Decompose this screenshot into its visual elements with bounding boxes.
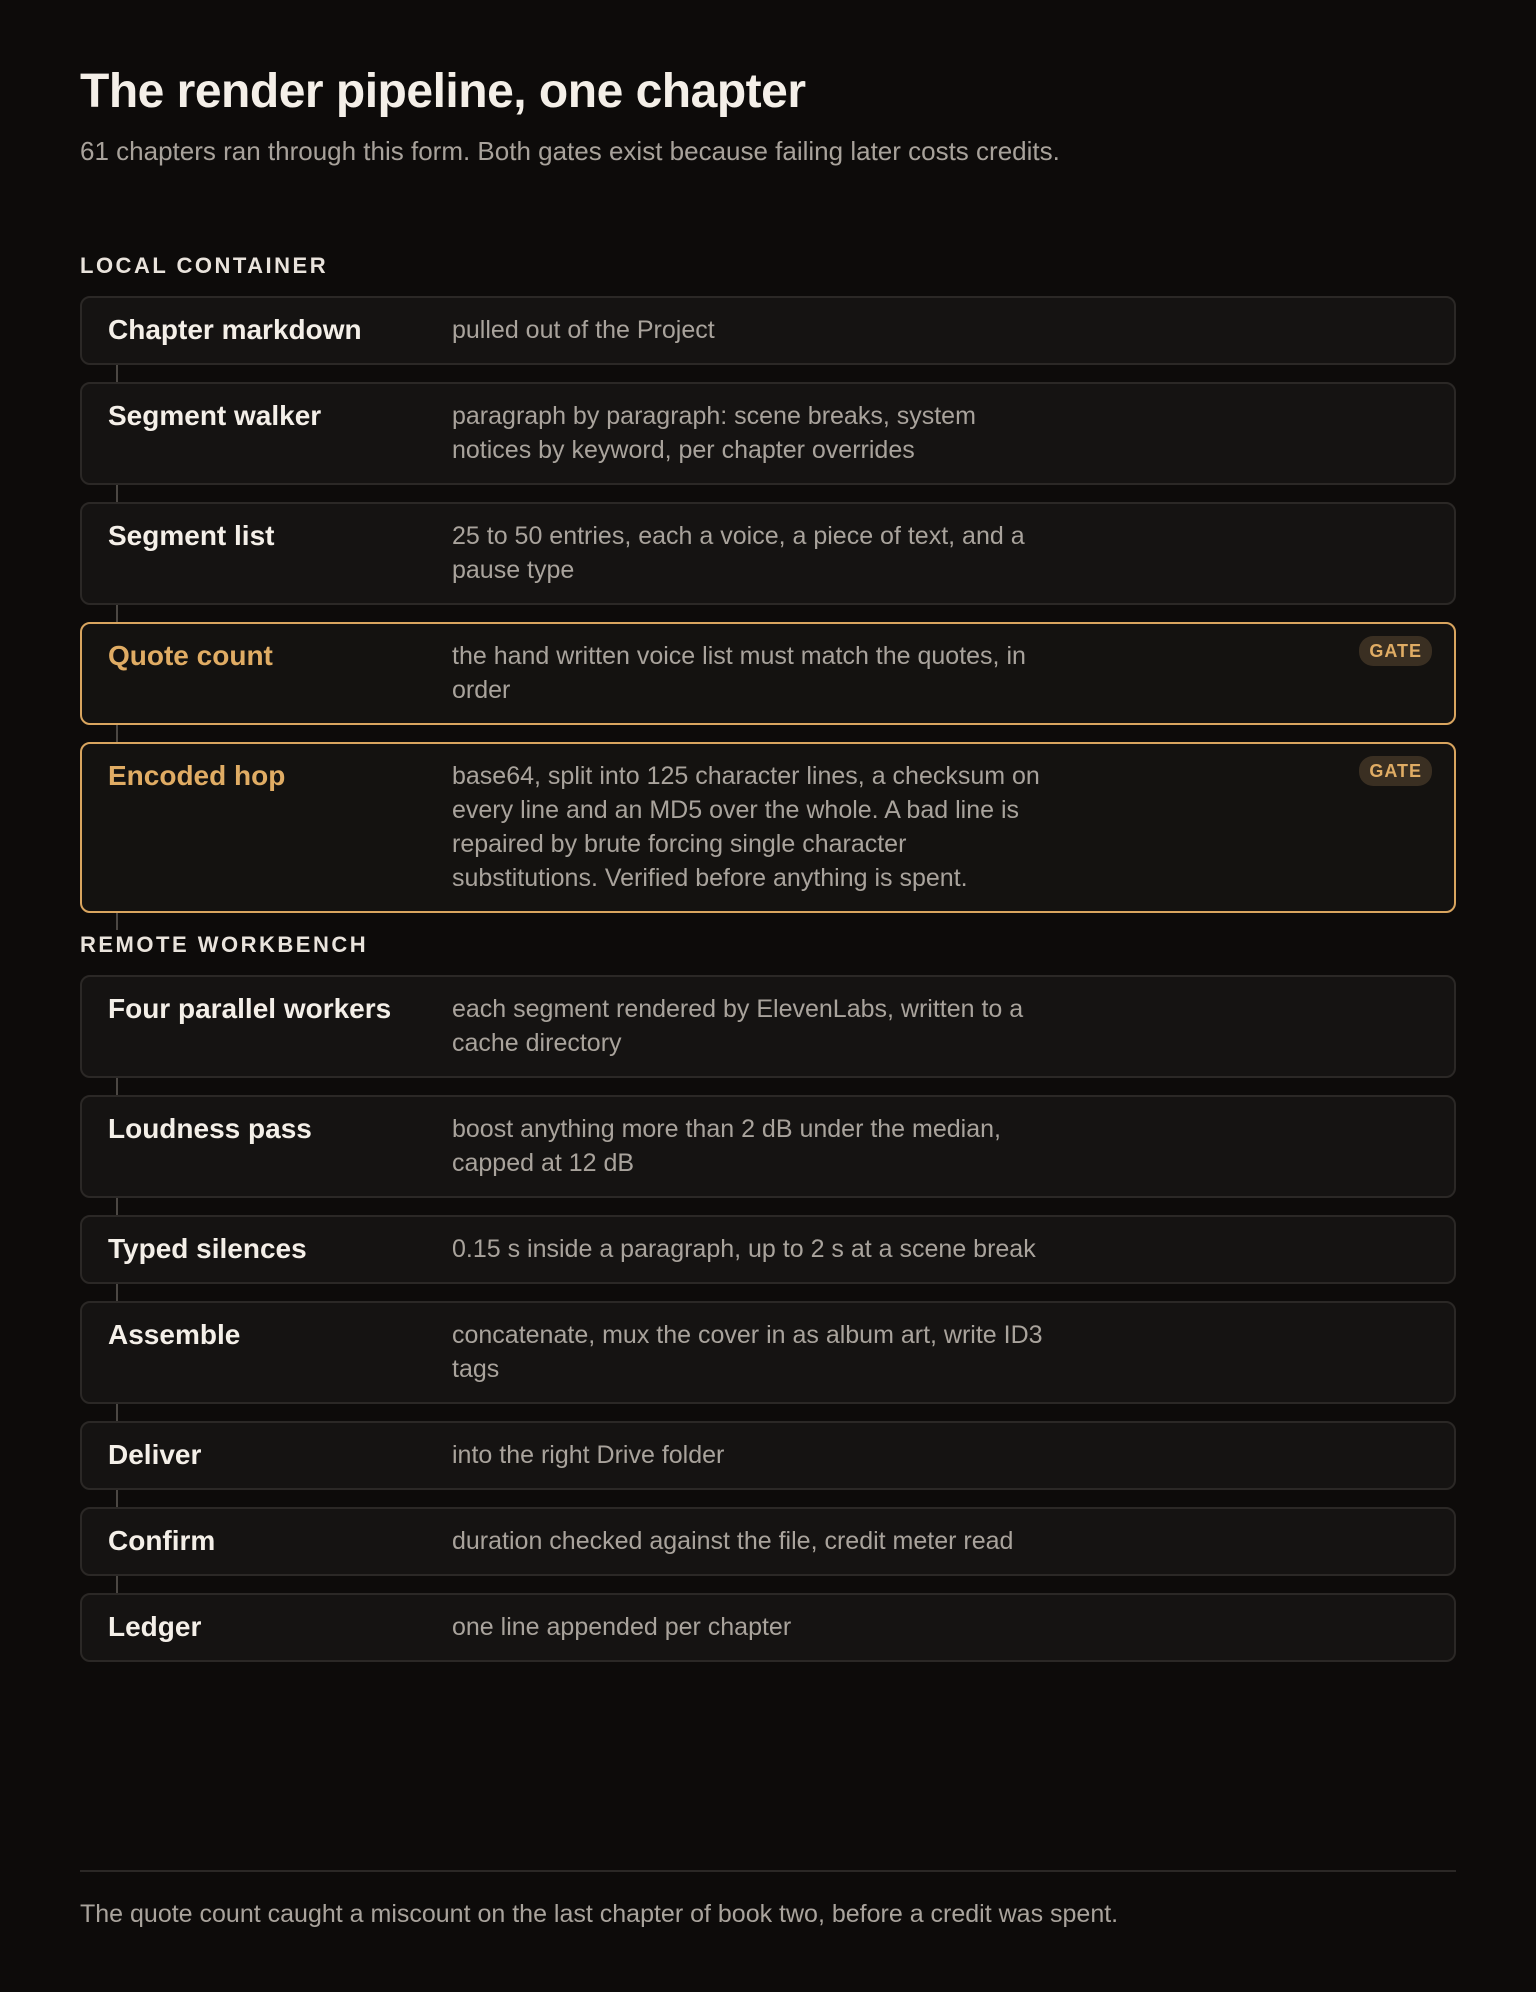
step-name: Four parallel workers (108, 993, 392, 1024)
step-description: pulled out of the Project (452, 316, 715, 344)
step-typed-silences (80, 1215, 1456, 1284)
step-loudness-pass (80, 1095, 1456, 1198)
step-name: Quote count (108, 640, 273, 671)
step-name: Loudness pass (108, 1113, 312, 1144)
step-deliver (80, 1421, 1456, 1490)
step-name: Encoded hop (108, 760, 286, 791)
step-description: each segment rendered by ElevenLabs, written to a cache directory (452, 995, 1024, 1057)
step-description: base64, split into 125 character lines, a checksum on every line and an MD5 over the whole. A bad line is repaired by brute forcing single character substitutions. Verified before anything is spent. (452, 762, 1040, 892)
step-name: Chapter markdown (108, 314, 362, 345)
step-description: concatenate, mux the cover in as album art, write ID3 tags (452, 1321, 1043, 1383)
local-steps-list (80, 296, 1456, 913)
step-description: 0.15 s inside a paragraph, up to 2 s at a scene break (452, 1235, 1036, 1263)
step-assemble (80, 1301, 1456, 1404)
section-label-local-container: LOCAL CONTAINER (80, 253, 329, 278)
step-name: Ledger (108, 1611, 202, 1642)
step-name: Assemble (108, 1319, 241, 1350)
step-segment-walker (80, 382, 1456, 485)
step-name: Confirm (108, 1525, 216, 1556)
footer-note: The quote count caught a miscount on the last chapter of book two, before a credit was spent. (80, 1900, 1119, 1928)
step-confirm (80, 1507, 1456, 1576)
step-name: Deliver (108, 1439, 202, 1470)
step-name: Segment list (108, 520, 275, 551)
step-name: Segment walker (108, 400, 322, 431)
gate-badge: GATE (1359, 636, 1432, 666)
step-description: boost anything more than 2 dB under the median, capped at 12 dB (452, 1115, 1001, 1177)
page-title: The render pipeline, one chapter (80, 65, 806, 118)
step-description: 25 to 50 entries, each a voice, a piece of text, and a pause type (452, 522, 1025, 584)
step-segment-list (80, 502, 1456, 605)
step-description: duration checked against the file, credit meter read (452, 1527, 1014, 1555)
step-encoded-hop (80, 742, 1456, 913)
step-quote-count (80, 622, 1456, 725)
step-four-parallel-workers (80, 975, 1456, 1078)
step-description: paragraph by paragraph: scene breaks, system notices by keyword, per chapter overrides (452, 402, 976, 464)
step-name: Typed silences (108, 1233, 307, 1264)
step-description: one line appended per chapter (452, 1613, 792, 1641)
step-description: into the right Drive folder (452, 1441, 725, 1469)
section-label-remote-workbench: REMOTE WORKBENCH (80, 932, 369, 957)
step-description: the hand written voice list must match the quotes, in order (452, 642, 1026, 704)
remote-steps-list (80, 975, 1456, 1662)
step-chapter-markdown (80, 296, 1456, 365)
footer-divider (80, 1870, 1456, 1872)
page-subtitle: 61 chapters ran through this form. Both gates exist because failing later costs credits. (80, 136, 1060, 166)
step-ledger (80, 1593, 1456, 1662)
gate-badge: GATE (1359, 756, 1432, 786)
